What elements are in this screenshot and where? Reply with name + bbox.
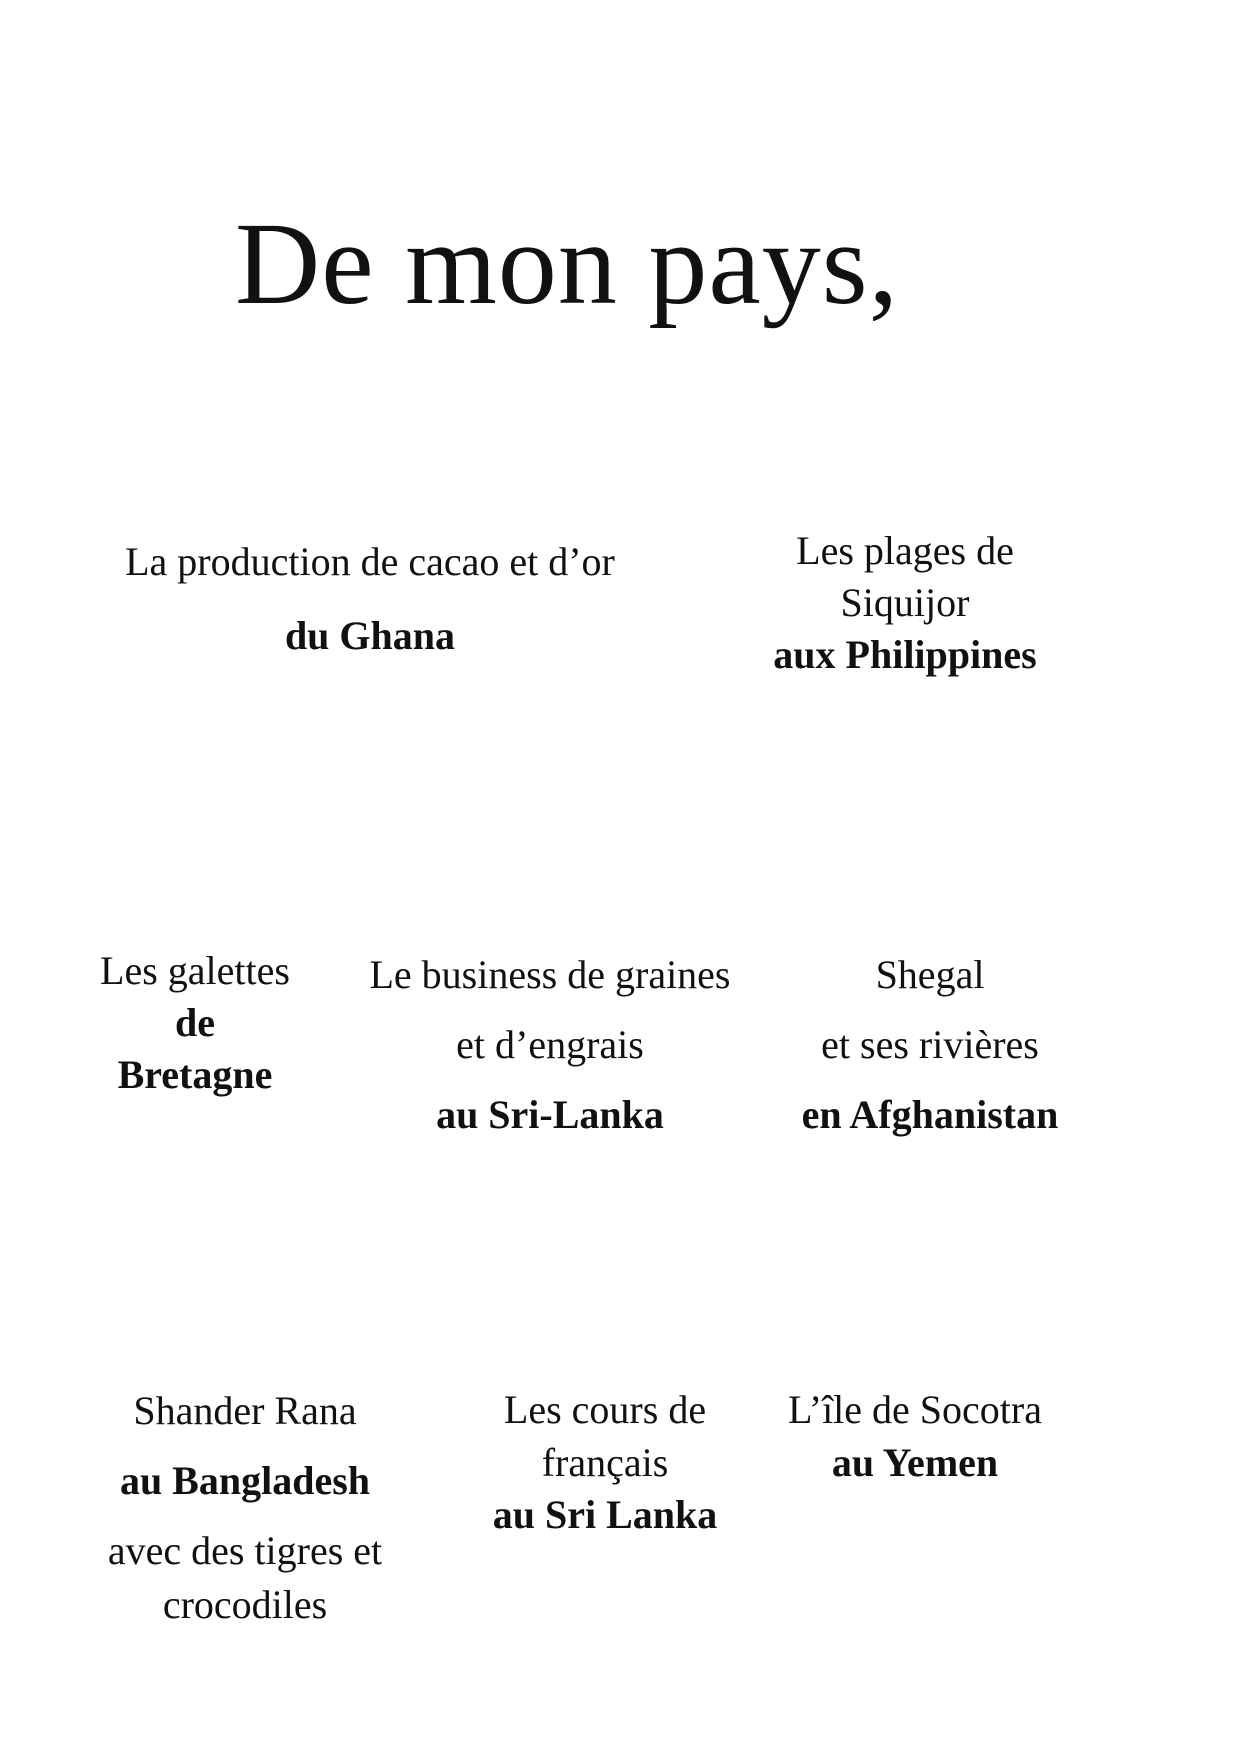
item-text: et ses rivières: [821, 1022, 1039, 1067]
item-text: L’île de Socotra: [787, 1387, 1042, 1432]
item-ghana: [90, 535, 650, 663]
item-bretagne: [85, 945, 305, 1101]
item-philippines: [755, 525, 1055, 681]
item-text: Siquijor: [840, 580, 970, 625]
item-text: La production de cacao et d’or: [125, 539, 615, 584]
item-country: aux Philippines: [773, 632, 1037, 677]
item-text: Le business de graines: [369, 952, 731, 997]
item-sri-lanka-french: [470, 1383, 740, 1541]
item-country: Bretagne: [117, 1052, 273, 1097]
item-text: et d’engrais: [456, 1022, 644, 1067]
item-bangladesh: [85, 1383, 405, 1631]
item-text: Les cours de: [503, 1387, 707, 1432]
item-country: en Afghanistan: [801, 1092, 1059, 1137]
item-country: au Bangladesh: [119, 1458, 371, 1503]
item-text: Les galettes: [100, 948, 290, 993]
item-country: au Sri-Lanka: [436, 1092, 664, 1137]
item-country: au Sri Lanka: [492, 1492, 718, 1537]
item-country: au Yemen: [831, 1440, 999, 1485]
item-yemen: [765, 1383, 1065, 1489]
item-text: Shegal: [875, 952, 985, 997]
item-country: du Ghana: [284, 613, 456, 658]
item-afghanistan: [780, 940, 1080, 1150]
item-text: Shander Rana: [133, 1388, 357, 1433]
item-text: crocodiles: [162, 1582, 328, 1627]
item-sri-lanka-business: [340, 940, 760, 1150]
item-text: français: [541, 1440, 669, 1485]
item-text: avec des tigres et: [107, 1528, 383, 1573]
item-country: de: [175, 1000, 215, 1045]
page-title: De mon pays,: [235, 198, 900, 329]
item-text: Les plages de: [796, 528, 1014, 573]
